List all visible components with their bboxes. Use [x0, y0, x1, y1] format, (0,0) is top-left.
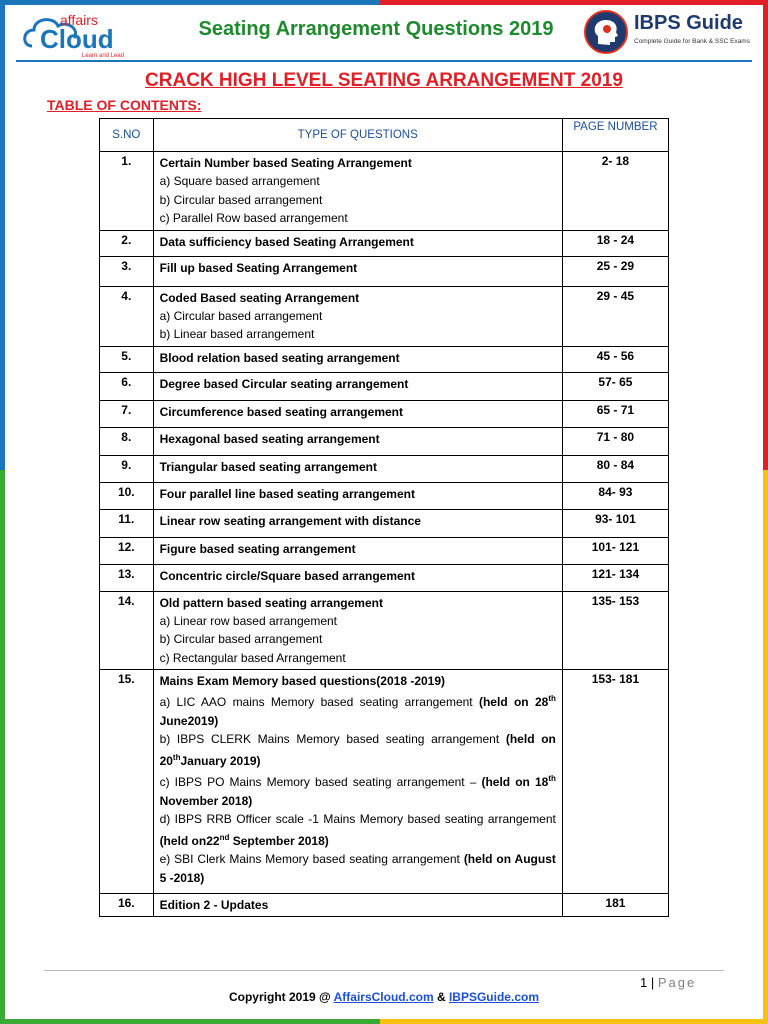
- col-sno-header: S.NO: [100, 119, 154, 152]
- toc-row-title: Triangular based seating arrangement: [159, 459, 377, 474]
- toc-row: [100, 591, 669, 670]
- toc-row-page: 84- 93: [562, 482, 668, 509]
- toc-table: [99, 118, 669, 917]
- toc-row-title: Figure based seating arrangement: [159, 541, 356, 556]
- toc-row-subitem: c) Rectangular based Arrangement: [159, 650, 346, 665]
- toc-row-sno: 9.: [100, 455, 154, 482]
- toc-row-page: 65 - 71: [562, 400, 668, 427]
- toc-row-page: 181: [562, 894, 668, 917]
- toc-row-sno: 14.: [100, 591, 154, 670]
- toc-header-row: [100, 119, 669, 152]
- toc-row: [100, 537, 669, 564]
- page-number: [640, 975, 696, 990]
- toc-row-page: 101- 121: [562, 537, 668, 564]
- toc-row-type: [153, 346, 562, 372]
- border-right-yellow: [763, 470, 768, 1024]
- toc-row-page: 29 - 45: [562, 286, 668, 346]
- toc-row-sno: 10.: [100, 482, 154, 509]
- logo-cloud-text: Cloud: [40, 24, 114, 54]
- toc-row-subitem: c) Parallel Row based arrangement: [159, 211, 348, 225]
- toc-row: [100, 372, 669, 400]
- toc-row-title: Blood relation based seating arrangement: [159, 350, 400, 365]
- toc-row-subitem: b) Circular based arrangement: [159, 632, 323, 646]
- mains-subitem-ordinal: th: [548, 694, 556, 703]
- toc-row: [100, 670, 669, 894]
- toc-row-sno: 16.: [100, 894, 154, 917]
- toc-heading: TABLE OF CONTENTS:: [47, 97, 202, 113]
- toc-row: [100, 286, 669, 346]
- toc-row-subitem: b) Linear based arrangement: [159, 327, 315, 341]
- affairscloud-link[interactable]: AffairsCloud.com: [333, 990, 434, 1004]
- page-number-value: 1: [640, 975, 648, 990]
- toc-row-sno: 13.: [100, 564, 154, 591]
- toc-row-page: 71 - 80: [562, 427, 668, 455]
- toc-row-type: [153, 455, 562, 482]
- toc-row-sno: 5.: [100, 346, 154, 372]
- footer-divider: [44, 970, 724, 971]
- toc-row-type: [153, 152, 562, 231]
- mains-subitem-ordinal: th: [548, 774, 556, 783]
- page-number-separator: |: [647, 975, 658, 990]
- toc-row-sno: 15.: [100, 670, 154, 894]
- toc-row: [100, 346, 669, 372]
- copyright-amp: &: [433, 990, 449, 1004]
- mains-subitem-ordinal: th: [172, 752, 181, 762]
- ibpsguide-link[interactable]: IBPSGuide.com: [448, 990, 539, 1004]
- toc-row-sno: 2.: [100, 230, 154, 256]
- border-left-green: [0, 470, 5, 1024]
- header-divider: [16, 60, 752, 62]
- toc-row-subitem: a) Circular based arrangement: [159, 308, 323, 323]
- border-top-blue: [0, 0, 380, 5]
- toc-row-title: Old pattern based seating arrangement: [159, 595, 383, 610]
- toc-row: [100, 230, 669, 256]
- toc-row-type: [153, 509, 562, 537]
- mains-subitem-date: (held on 18: [481, 775, 549, 789]
- toc-row: [100, 152, 669, 231]
- toc-row-type: [153, 894, 562, 917]
- toc-row-type: [153, 564, 562, 591]
- toc-row-sno: 11.: [100, 509, 154, 537]
- toc-row: [100, 564, 669, 591]
- mains-subitem-text: d) IBPS RRB Officer scale -1 Mains Memory based seating arrangement: [159, 812, 556, 826]
- toc-row-type: [153, 286, 562, 346]
- mains-subitem-b: [160, 730, 556, 770]
- toc-row-sno: 12.: [100, 537, 154, 564]
- page-header: [16, 6, 752, 60]
- toc-row-type: [153, 537, 562, 564]
- ibps-guide-tagline: Complete Guide for Bank & SSC Exams: [634, 38, 750, 45]
- mains-subitem-c: [160, 770, 556, 810]
- toc-row-type: [153, 427, 562, 455]
- toc-row-page: 2- 18: [562, 152, 668, 231]
- border-top-red: [380, 0, 768, 5]
- mains-subitem-e: [160, 850, 556, 887]
- toc-row-type: [153, 591, 562, 670]
- main-title: CRACK HIGH LEVEL SEATING ARRANGEMENT 2019: [145, 70, 623, 91]
- mains-subitem-date-rest: January 2019): [180, 753, 261, 768]
- toc-row-page: 135- 153: [562, 591, 668, 670]
- mains-subitem-date: (held on 28: [478, 695, 549, 709]
- mains-subitem-ordinal: nd: [219, 832, 230, 842]
- toc-row-type: [153, 372, 562, 400]
- ibps-head-icon: [584, 10, 628, 54]
- toc-row-sno: 4.: [100, 286, 154, 346]
- toc-row-title: Circumference based seating arrangement: [159, 404, 403, 419]
- toc-row-title: Linear row seating arrangement with distance: [159, 513, 421, 528]
- toc-row-subitem: b) Circular based arrangement: [159, 192, 323, 207]
- toc-row-title: Degree based Circular seating arrangement: [159, 376, 409, 391]
- toc-row-title: Four parallel line based seating arrangement: [159, 486, 415, 501]
- toc-row-title: Hexagonal based seating arrangement: [159, 431, 380, 446]
- affairscloud-logo: [20, 8, 160, 58]
- toc-row: [100, 427, 669, 455]
- toc-row-sno: 3.: [100, 256, 154, 286]
- border-bottom-yellow: [380, 1019, 768, 1024]
- header-title: Seating Arrangement Questions 2019: [198, 18, 554, 40]
- toc-row-sno: 7.: [100, 400, 154, 427]
- copyright-prefix: Copyright 2019 @: [228, 990, 334, 1004]
- logo-affairs-text: affairs: [60, 12, 98, 28]
- toc-row: [100, 256, 669, 286]
- mains-subitem-date: (held on22: [159, 833, 220, 848]
- toc-row-page: 25 - 29: [562, 256, 668, 286]
- ibps-guide-wordmark: IBPS Guide: [634, 12, 743, 34]
- toc-row: [100, 455, 669, 482]
- toc-row-page: 57- 65: [562, 372, 668, 400]
- toc-row-page: 121- 134: [562, 564, 668, 591]
- mains-subitem-date: (held on 20: [159, 732, 556, 768]
- mains-subitem-date-rest: September 2018): [229, 833, 329, 848]
- toc-row-sno: 6.: [100, 372, 154, 400]
- toc-row: [100, 894, 669, 917]
- toc-row-page: 153- 181: [562, 670, 668, 894]
- toc-row-title: Mains Exam Memory based questions(2018 -2019): [159, 674, 446, 688]
- mains-subitem-a: [160, 690, 556, 730]
- toc-row-page: 18 - 24: [562, 230, 668, 256]
- toc-row-subitem: a) Square based arrangement: [159, 174, 320, 188]
- toc-row-title: Edition 2 - Updates: [159, 898, 269, 912]
- toc-row-type: [153, 670, 562, 894]
- mains-subitem-d: [160, 810, 556, 850]
- toc-row: [100, 509, 669, 537]
- mains-subitem-text: c) IBPS PO Mains Memory based seating arrangement –: [159, 775, 482, 789]
- toc-row-type: [153, 230, 562, 256]
- toc-row-page: 45 - 56: [562, 346, 668, 372]
- toc-row-title: Concentric circle/Square based arrangement: [159, 568, 415, 583]
- toc-row-page: 93- 101: [562, 509, 668, 537]
- toc-row: [100, 400, 669, 427]
- mains-subitem-date-rest: June2019): [159, 713, 219, 728]
- toc-row-title: Certain Number based Seating Arrangement: [159, 156, 412, 170]
- mains-subitem-date: (held on August 5 -2018): [159, 852, 556, 885]
- toc-row-title: Fill up based Seating Arrangement: [159, 260, 358, 275]
- toc-row-title: Coded Based seating Arrangement: [159, 290, 360, 305]
- mains-subitem-text: b) IBPS CLERK Mains Memory based seating arrangement: [159, 732, 506, 746]
- toc-row-sno: 8.: [100, 427, 154, 455]
- toc-row-type: [153, 482, 562, 509]
- ibps-guide-logo: [584, 8, 754, 58]
- logo-tagline: Learn and Lead: [82, 53, 125, 58]
- mains-subitem-text: e) SBI Clerk Mains Memory based seating arrangement: [159, 852, 464, 866]
- mains-subitem-date-rest: November 2018): [159, 793, 253, 808]
- mains-subitem-text: a) LIC AAO mains Memory based seating arrangement: [159, 695, 479, 709]
- col-type-header: TYPE OF QUESTIONS: [153, 119, 562, 152]
- toc-row-type: [153, 400, 562, 427]
- col-page-header: PAGE NUMBER: [562, 119, 668, 152]
- toc-row-page: 80 - 84: [562, 455, 668, 482]
- toc-row-subitem: a) Linear row based arrangement: [159, 613, 337, 628]
- border-bottom-green: [0, 1019, 380, 1024]
- page-word: Page: [657, 975, 697, 990]
- toc-row-type: [153, 256, 562, 286]
- toc-row-title: Data sufficiency based Seating Arrangement: [159, 234, 414, 249]
- toc-row: [100, 482, 669, 509]
- toc-row-sno: 1.: [100, 152, 154, 231]
- copyright-line: [0, 990, 768, 1004]
